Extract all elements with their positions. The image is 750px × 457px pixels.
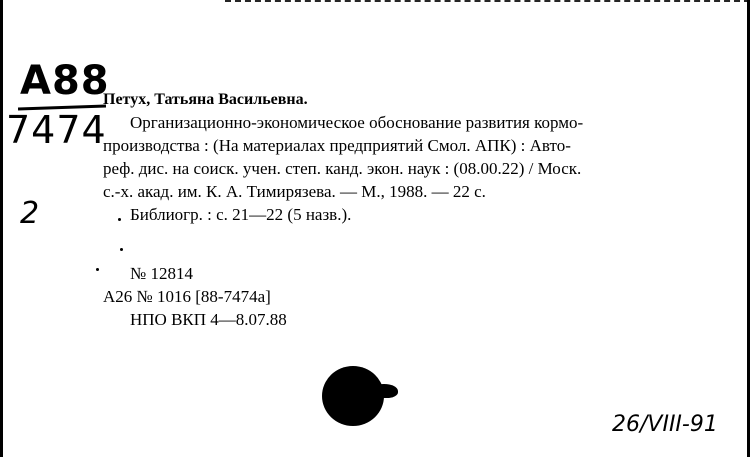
catalog-number: № 12814 [130,264,193,283]
ink-speck [118,218,121,221]
catalog-code: А26 № 1016 [88-7474а] [103,287,271,306]
handwritten-accession-number: 7474 [6,108,107,152]
record-bibliography: Библиогр. : с. 21—22 (5 назв.). [130,205,352,224]
record-title-line-2: производства : (На материалах предприятий Смол. АПК) : Авто- [103,136,571,155]
record-title-line-4: с.-х. акад. им. К. А. Тимирязева. — М., 1988. — 22 с. [103,182,486,201]
handwritten-shelf-code: A88 [20,58,110,104]
handwritten-margin-mark: 2 [20,196,40,231]
record-author: Петух, Татьяна Васильевна. [103,91,308,108]
ink-speck [120,248,123,251]
ink-stamp-blot [322,366,384,426]
record-title-line-1: Организационно-экономическое обоснование развития кормо- [130,113,584,132]
catalog-npo: НПО ВКП 4—8.07.88 [130,310,287,329]
record-title-line-3: реф. дис. на соиск. учен. степ. канд. экон. наук : (08.00.22) / Моск. [103,159,582,178]
handwritten-date-note: 26/VIII-91 [612,412,718,437]
card-top-edge [225,0,750,5]
card-left-edge [0,0,3,457]
ink-speck [96,268,99,271]
